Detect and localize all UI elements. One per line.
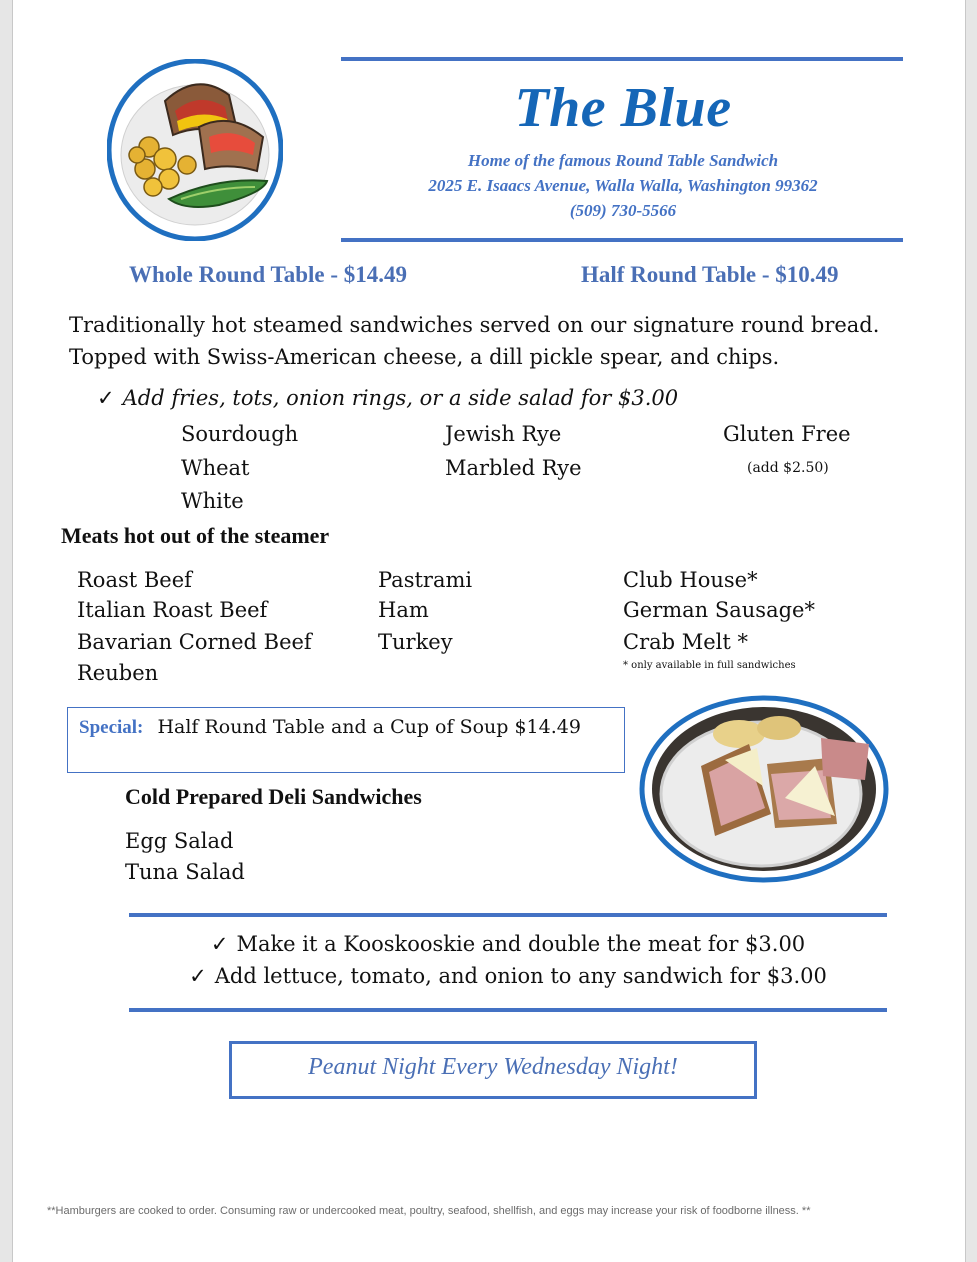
checkmark-icon: ✓ <box>97 386 115 410</box>
extras-top-rule <box>129 913 887 917</box>
special-line <box>79 716 581 739</box>
meat-item: Turkey <box>378 630 453 654</box>
header-bottom-rule <box>341 238 903 242</box>
whole-price: Whole Round Table - $14.49 <box>129 262 407 287</box>
addon-text: Add fries, tots, onion rings, or a side salad for $3.00 <box>122 386 679 410</box>
half-price: Half Round Table - $10.49 <box>581 262 839 287</box>
meat-item: Crab Melt * <box>623 630 749 654</box>
special-text: Half Round Table and a Cup of Soup $14.49 <box>157 716 581 738</box>
veggies-text: Add lettuce, tomato, and onion to any sandwich for $3.00 <box>214 964 827 988</box>
extras-bottom-rule <box>129 1008 887 1012</box>
special-box <box>67 707 625 773</box>
meat-item: German Sausage* <box>623 598 815 622</box>
meats-heading: Meats hot out of the steamer <box>61 523 330 548</box>
tagline: Home of the famous Round Table Sandwich <box>467 151 779 170</box>
checkmark-icon: ✓ <box>189 964 207 988</box>
extras-line <box>129 964 887 988</box>
header-top-rule <box>341 57 903 61</box>
meat-item: Pastrami <box>378 568 473 592</box>
cold-heading: Cold Prepared Deli Sandwiches <box>125 784 422 809</box>
cold-item: Egg Salad <box>125 829 234 853</box>
meat-item: Club House* <box>623 568 758 592</box>
menu-page <box>12 0 966 1262</box>
restaurant-title: The Blue <box>514 77 732 139</box>
address: 2025 E. Isaacs Avenue, Walla Walla, Washington 99362 <box>428 176 818 195</box>
checkmark-icon: ✓ <box>210 932 229 956</box>
description-line: Topped with Swiss-American cheese, a dill pickle spear, and chips. <box>69 345 780 369</box>
bread-item: White <box>181 489 244 513</box>
description-line: Traditionally hot steamed sandwiches served on our signature round bread. <box>69 313 880 337</box>
meat-item: Italian Roast Beef <box>77 598 268 622</box>
phone: (509) 730-5566 <box>569 201 677 220</box>
bread-item: Sourdough <box>181 422 299 446</box>
meat-item: Reuben <box>77 661 159 685</box>
promo-box <box>229 1041 757 1099</box>
gluten-free-surcharge: (add $2.50) <box>747 460 829 476</box>
meat-item: Ham <box>378 598 429 622</box>
meat-item: Bavarian Corned Beef <box>77 630 312 654</box>
full-only-note: * only available in full sandwiches <box>623 660 796 671</box>
sandwich-photo <box>639 694 889 884</box>
bread-item: Gluten Free <box>723 422 851 446</box>
kooskooskie-text: Make it a Kooskooskie and double the meat for $3.00 <box>236 932 806 956</box>
bread-item: Jewish Rye <box>445 422 562 446</box>
promo-text: Peanut Night Every Wednesday Night! <box>308 1054 678 1080</box>
addon-line <box>97 386 678 410</box>
bread-item: Wheat <box>181 456 250 480</box>
meat-item: Roast Beef <box>77 568 192 592</box>
food-safety-disclaimer: **Hamburgers are cooked to order. Consuming raw or undercooked meat, poultry, seafood, shellfish, and eggs may increase your risk of foodborne illness. ** <box>47 1205 811 1217</box>
special-label: Special: <box>79 717 144 738</box>
bread-item: Marbled Rye <box>445 456 582 480</box>
cold-item: Tuna Salad <box>125 860 245 884</box>
description <box>69 309 949 373</box>
extras-line <box>129 932 887 956</box>
sandwich-logo-image <box>107 59 283 241</box>
